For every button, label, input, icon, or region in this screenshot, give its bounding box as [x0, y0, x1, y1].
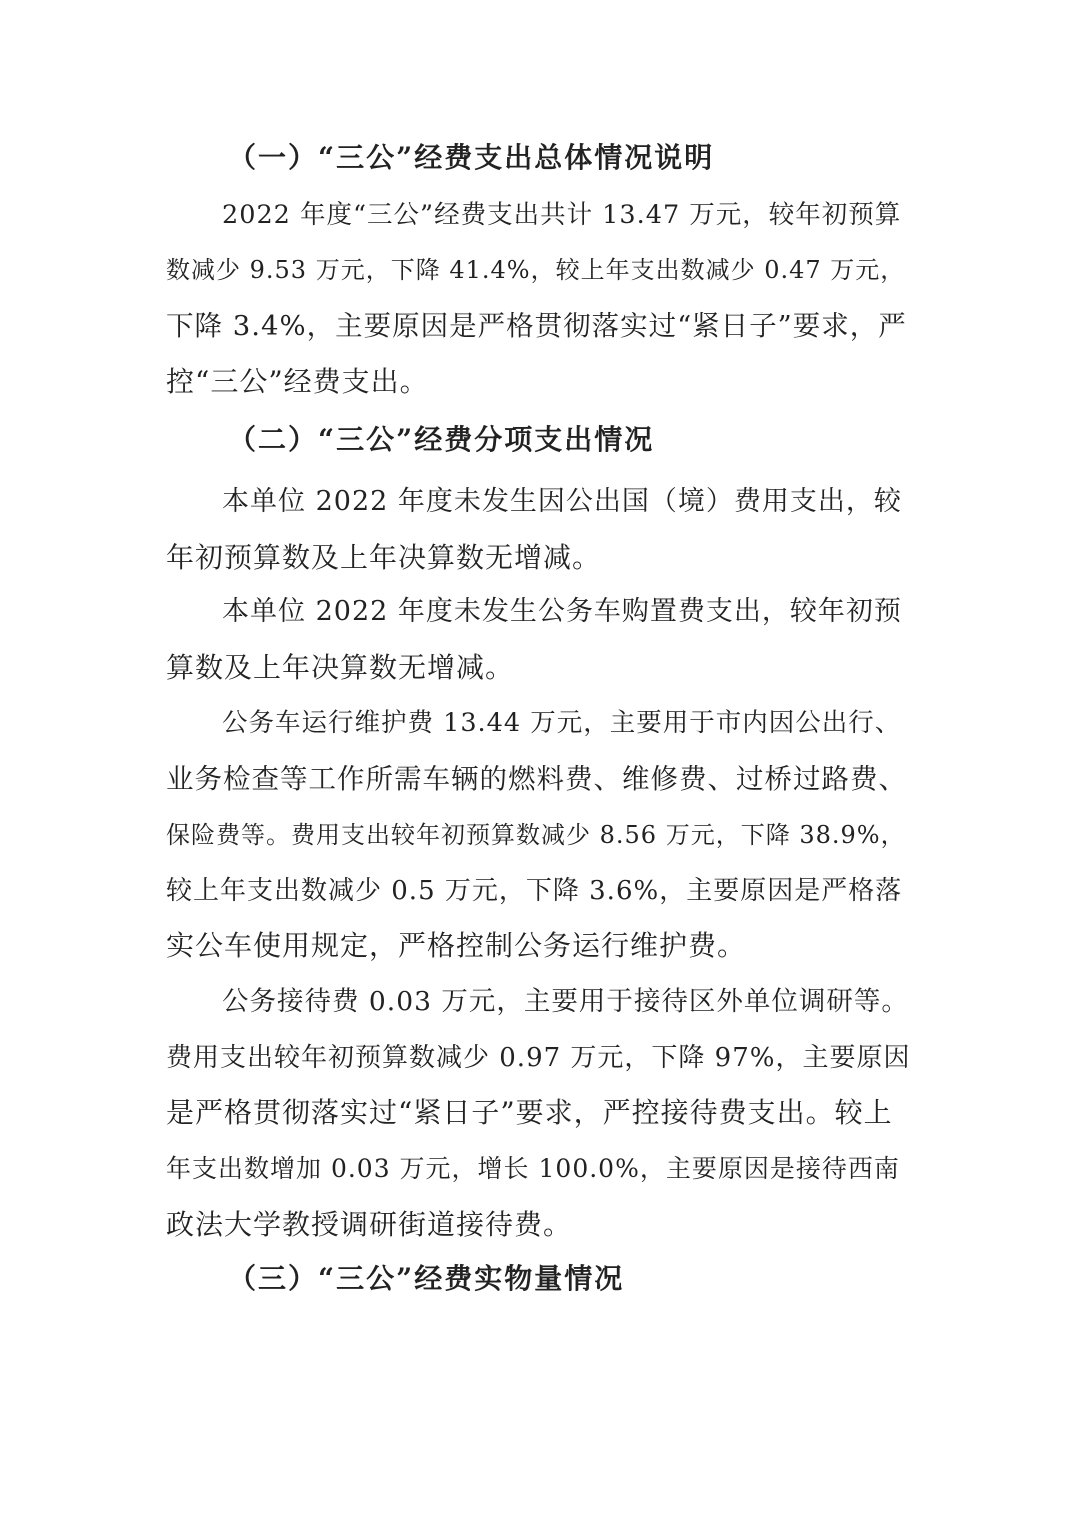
paragraph-1-line-3: 下降 3.4%，主要原因是严格贯彻落实过“紧日子”要求，严 [166, 310, 907, 342]
paragraph-1-line-4: 控“三公”经费支出。 [166, 365, 429, 398]
paragraph-1-line-1: 2022 年度“三公”经费支出共计 13.47 万元，较年初预算 [222, 200, 902, 230]
section-heading-1: （一）“三公”经费支出总体情况说明 [228, 141, 715, 174]
paragraph-3-line-1: 本单位 2022 年度未发生公务车购置费支出，较年初预 [222, 596, 902, 627]
paragraph-5-line-2: 费用支出较年初预算数减少 0.97 万元，下降 97%，主要原因 [166, 1043, 911, 1073]
paragraph-2-line-2: 年初预算数及上年决算数无增减。 [166, 541, 602, 574]
section-heading-3: （三）“三公”经费实物量情况 [228, 1262, 625, 1295]
section-heading-2: （二）“三公”经费分项支出情况 [228, 423, 655, 456]
paragraph-4-line-3: 保险费等。费用支出较年初预算数减少 8.56 万元，下降 38.9%， [166, 821, 906, 849]
paragraph-5-line-5: 政法大学教授调研街道接待费。 [166, 1208, 573, 1241]
paragraph-1-line-2: 数减少 9.53 万元，下降 41.4%，较上年支出数减少 0.47 万元， [166, 256, 906, 284]
paragraph-5-line-4: 年支出数增加 0.03 万元，增长 100.0%，主要原因是接待西南 [166, 1154, 900, 1183]
paragraph-4-line-2: 业务检查等工作所需车辆的燃料费、维修费、过桥过路费、 [166, 763, 907, 795]
paragraph-5-line-3: 是严格贯彻落实过“紧日子”要求，严控接待费支出。较上 [166, 1096, 893, 1129]
paragraph-5-line-1: 公务接待费 0.03 万元，主要用于接待区外单位调研等。 [222, 986, 909, 1017]
paragraph-4-line-4: 较上年支出数减少 0.5 万元，下降 3.6%，主要原因是严格落 [166, 876, 903, 906]
paragraph-4-line-1: 公务车运行维护费 13.44 万元，主要用于市内因公出行、 [222, 708, 902, 738]
paragraph-3-line-2: 算数及上年决算数无增减。 [166, 651, 515, 684]
paragraph-2-line-1: 本单位 2022 年度未发生因公出国（境）费用支出，较 [222, 486, 902, 517]
paragraph-4-line-5: 实公车使用规定，严格控制公务运行维护费。 [166, 929, 747, 962]
